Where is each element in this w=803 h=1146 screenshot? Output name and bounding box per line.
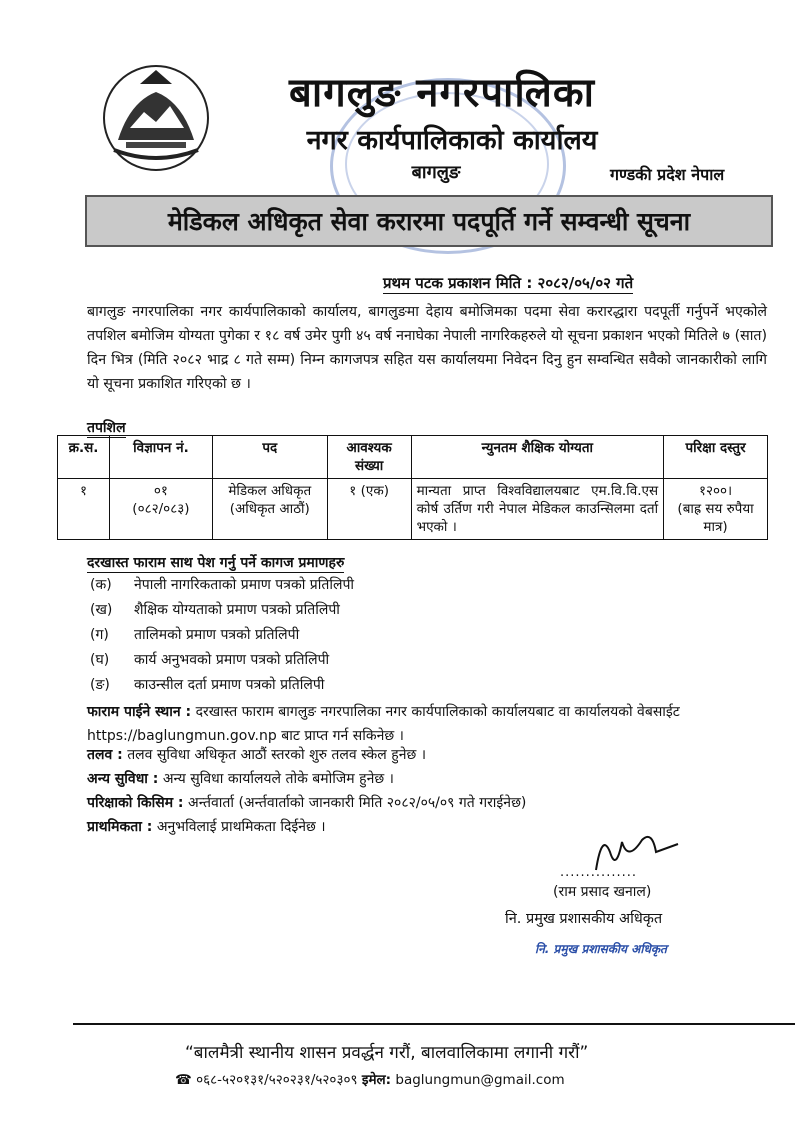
col-count: आवश्यक संख्या xyxy=(327,436,411,479)
form-place xyxy=(87,700,767,748)
fee-words: (बाह्र सय रुपैया मात्र) xyxy=(677,501,754,535)
priority-label: प्राथमिकता : xyxy=(87,819,153,835)
post-level: (अधिकृत आठौं) xyxy=(229,501,310,517)
cell-sn: १ xyxy=(58,479,110,540)
other-text: अन्य सुविधा कार्यालयले तोके बमोजिम हुनेछ । xyxy=(162,771,394,787)
province-label: गण्डकी प्रदेश नेपाल xyxy=(610,165,725,184)
phone-numbers: ०६८-५२०१३१/५२०२३१/५२०३०९ xyxy=(196,1072,358,1088)
signatory-name: (राम प्रसाद खनाल) xyxy=(553,884,652,900)
signatory-title: नि. प्रमुख प्रशासकीय अधिकृत xyxy=(505,911,663,927)
intro-paragraph: बागलुङ नगरपालिका नगर कार्यपालिकाको कार्यालय, बागलुङमा देहाय बमोजिमका पदमा सेवा करारद्धारा पदपूर्ती गर्नुपर्ने भएकोले तपशिल बमोजिम योग्यता पुगेका र १८ वर्ष उमेर पुगी ४५ वर्ष ननाघेका नेपाली नागरिकहरुले यो सूचना प्रकाशन भएको मितिले ७ (सात) दिन भित्र (मिति २०८२ भाद्र ८ गते सम्म) निम्न कागजपत्र सहित यस कार्यालयमा निवेदन दिनु हुन सम्वन्धित सवैको जानकारीको लागि यो सूचना प्रकाशित गरिएको छ । xyxy=(87,304,767,392)
exam-label: परिक्षाको किसिम : xyxy=(87,795,184,811)
nepal-emblem-icon xyxy=(100,62,212,174)
list-item xyxy=(90,650,329,669)
salary-label: तलव : xyxy=(87,747,123,763)
salary-text: तलव सुविधा अधिकृत आठौं स्तरको शुरु तलव स्केल हुनेछ । xyxy=(127,747,427,763)
col-sn: क्र.स. xyxy=(58,436,110,479)
municipality-title: बागलुङ नगरपालिका xyxy=(289,70,595,116)
list-item xyxy=(90,575,354,594)
details-heading: तपशिल xyxy=(87,420,126,436)
exam-text: अर्न्तवार्ता (अर्न्तवार्ताको जानकारी मिति २०८२/०५/०९ गते गराईनेछ) xyxy=(188,795,527,811)
email-label: इमेल: xyxy=(361,1072,392,1088)
item-mark: (ग) xyxy=(90,627,109,643)
footer-divider xyxy=(73,1023,795,1025)
signature-line: ............... xyxy=(560,865,637,880)
fee-amount: १२००। xyxy=(698,483,733,499)
cell-fee xyxy=(664,479,768,540)
col-post: पद xyxy=(212,436,327,479)
cell-count: १ (एक) xyxy=(327,479,411,540)
other-benefits-line xyxy=(87,769,394,788)
item-mark: (ङ) xyxy=(90,677,110,693)
list-item xyxy=(90,600,340,619)
cell-post xyxy=(212,479,327,540)
item-mark: (क) xyxy=(90,577,112,593)
item-text: कार्य अनुभवको प्रमाण पत्रको प्रतिलिपी xyxy=(134,652,330,668)
notice-title-banner xyxy=(85,195,773,247)
col-fee: परिक्षा दस्तुर xyxy=(664,436,768,479)
col-qualification: न्युनतम शैक्षिक योग्यता xyxy=(411,436,664,479)
notice-title: मेडिकल अधिकृत सेवा करारमा पदपूर्ति गर्ने सम्वन्धी सूचना xyxy=(167,207,691,236)
item-mark: (घ) xyxy=(90,652,110,668)
email-address[interactable]: baglungmun@gmail.com xyxy=(395,1072,565,1088)
form-place-label: फाराम पाईने स्थान : xyxy=(87,704,192,720)
phone-icon: ☎ xyxy=(175,1072,192,1088)
item-text: काउन्सील दर्ता प्रमाण पत्रको प्रतिलिपी xyxy=(134,677,325,693)
cell-qualification: मान्यता प्राप्त विश्वविद्यालयबाट एम.वि.वि.एस कोर्ष उर्तिण गरी नेपाल मेडिकल काउन्सिलमा दर्ता भएको । xyxy=(411,479,664,540)
adv-year: (०८२/०८३) xyxy=(132,501,190,517)
documents-heading: दरखास्त फाराम साथ पेश गर्नु पर्ने कागज प्रमाणहरु xyxy=(87,555,345,571)
vacancy-table xyxy=(57,435,768,540)
form-place-text: दरखास्त फाराम बागलुङ नगरपालिका नगर कार्यपालिकाको कार्यालयबाट वा कार्यालयको वेबसाईट https://baglungmun.gov.np बाट प्राप्त गर्न सकिनेछ । xyxy=(87,704,680,744)
exam-line xyxy=(87,793,526,812)
office-subtitle: नगर कार्यपालिकाको कार्यालय xyxy=(306,125,598,156)
post-name: मेडिकल अधिकृत xyxy=(228,483,312,499)
list-item xyxy=(90,625,299,644)
other-label: अन्य सुविधा : xyxy=(87,771,159,787)
item-mark: (ख) xyxy=(90,602,113,618)
adv-number: ०१ xyxy=(153,483,168,499)
item-text: नेपाली नागरिकताको प्रमाण पत्रको प्रतिलिपी xyxy=(134,577,355,593)
office-place: बागलुङ xyxy=(411,162,461,183)
table-row xyxy=(58,479,768,540)
list-item xyxy=(90,675,324,694)
item-text: शैक्षिक योग्यताको प्रमाण पत्रको प्रतिलिपी xyxy=(134,602,340,618)
publication-date: प्रथम पटक प्रकाशन मिति : २०८२/०५/०२ गते xyxy=(383,274,634,292)
priority-text: अनुभविलाई प्राथमिकता दिईनेछ । xyxy=(156,819,326,835)
footer-slogan: “बालमैत्री स्थानीय शासन प्रवर्द्धन गरौं, बालवालिकामा लगानी गरौं” xyxy=(185,1043,589,1063)
footer-contact xyxy=(175,1070,565,1088)
designation-stamp: नि. प्रमुख प्रशासकीय अधिकृत xyxy=(535,942,667,956)
priority-line xyxy=(87,817,326,836)
salary-line xyxy=(87,745,426,764)
item-text: तालिमको प्रमाण पत्रको प्रतिलिपी xyxy=(134,627,300,643)
col-adv-no: विज्ञापन नं. xyxy=(109,436,212,479)
cell-adv-no xyxy=(109,479,212,540)
table-header-row xyxy=(58,436,768,479)
